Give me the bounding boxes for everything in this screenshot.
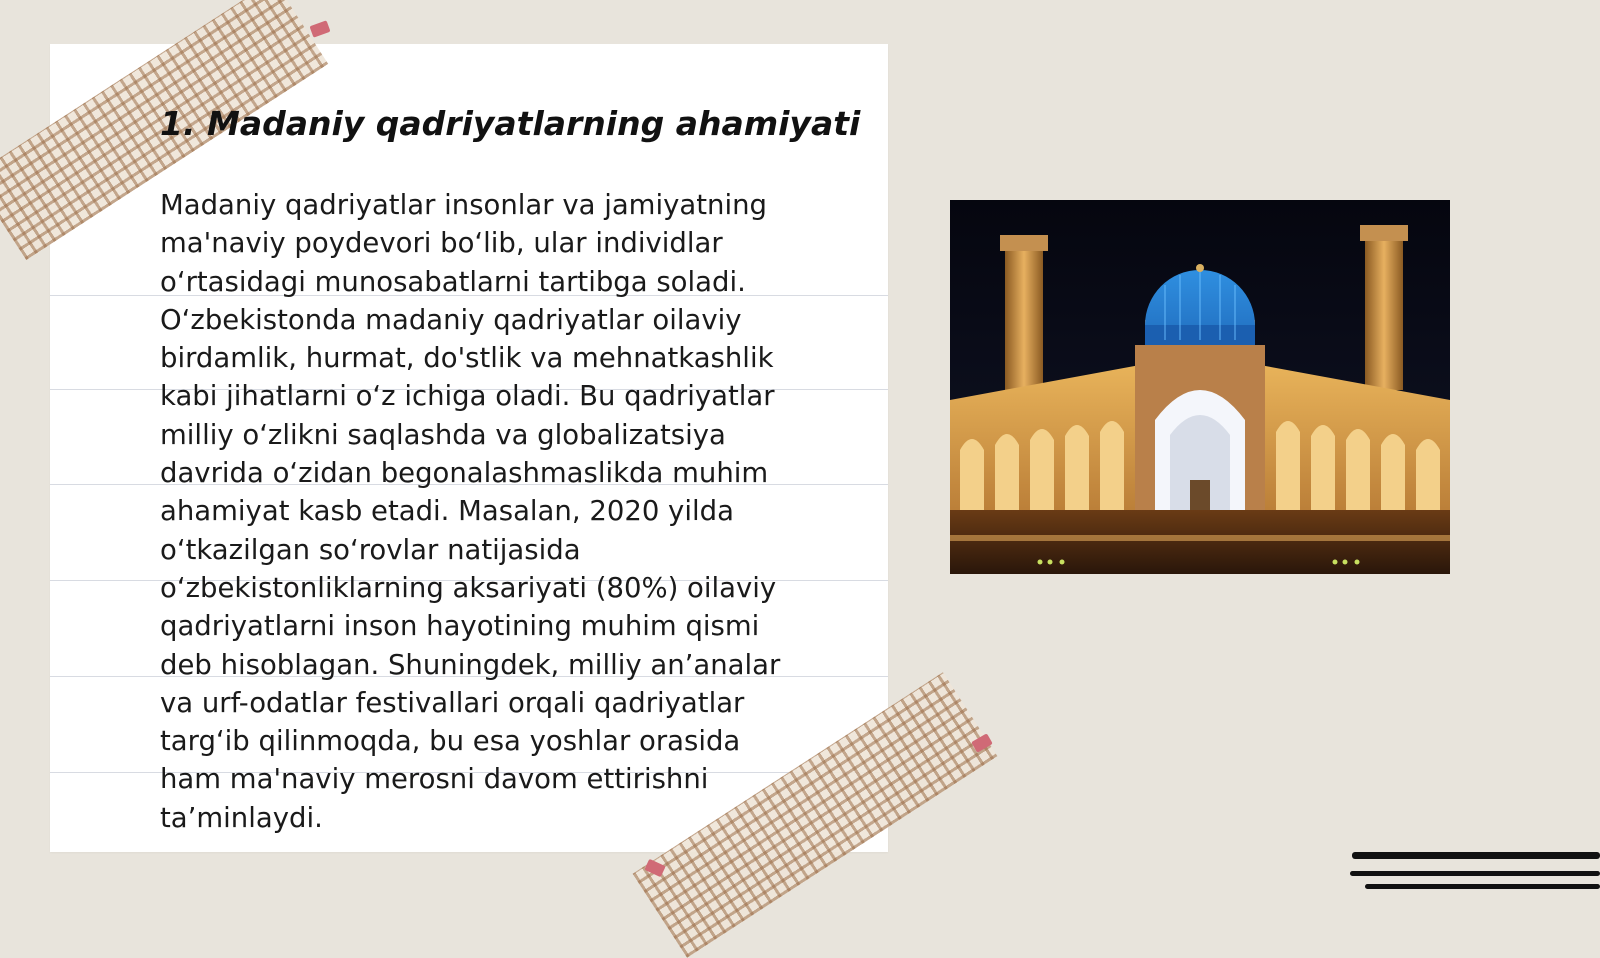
body-paragraph: [160, 186, 840, 837]
paragraph-line: o‘tkazilgan so‘rovlar natijasida: [160, 533, 581, 566]
paragraph-line: Madaniy qadriyatlar insonlar va jamiyatning: [160, 189, 767, 221]
mausoleum-photo: [950, 200, 1450, 574]
paragraph-line: o‘rtasidagi munosabatlarni tartibga soladi.: [160, 265, 746, 298]
paragraph-line: kabi jihatlarni o‘z ichiga oladi. Bu qadriyatlar: [160, 380, 775, 413]
paragraph-line: davrida o‘zidan begonalashmaslikda muhim: [160, 457, 769, 490]
paragraph-line: ahamiyat kasb etadi. Masalan, 2020 yilda: [160, 495, 734, 528]
paragraph-line: va urf-odatlar festivallari orqali qadriyatlar: [160, 686, 745, 719]
tape-tab: [309, 20, 330, 37]
slide-title: 1. Madaniy qadriyatlarning ahamiyati: [160, 104, 861, 143]
paragraph-line: milliy o‘zlikni saqlashda va globalizatsiya: [160, 418, 726, 451]
paragraph-line: qadriyatlarni inson hayotining muhim qismi: [160, 610, 760, 643]
paragraph-line: ma'naviy poydevori bo‘lib, ular individlar: [160, 227, 723, 260]
paragraph-line: birdamlik, hurmat, do'stlik va mehnatkashlik: [160, 342, 774, 375]
decorative-stroke: [1352, 852, 1600, 859]
paragraph-line: ham ma'naviy merosni davom ettirishni: [160, 763, 709, 796]
paragraph-line: O‘zbekistonda madaniy qadriyatlar oilaviy: [160, 303, 742, 336]
paragraph-line: o‘zbekistonliklarning aksariyati (80%) oilaviy: [160, 571, 777, 604]
paragraph-line: deb hisoblagan. Shuningdek, milliy an’analar: [160, 648, 781, 681]
paragraph-line: ta’minlaydi.: [160, 801, 323, 834]
decorative-stroke: [1365, 884, 1600, 889]
decorative-stroke: [1350, 871, 1600, 876]
paragraph-line: targ‘ib qilinmoqda, bu esa yoshlar orasida: [160, 725, 741, 758]
